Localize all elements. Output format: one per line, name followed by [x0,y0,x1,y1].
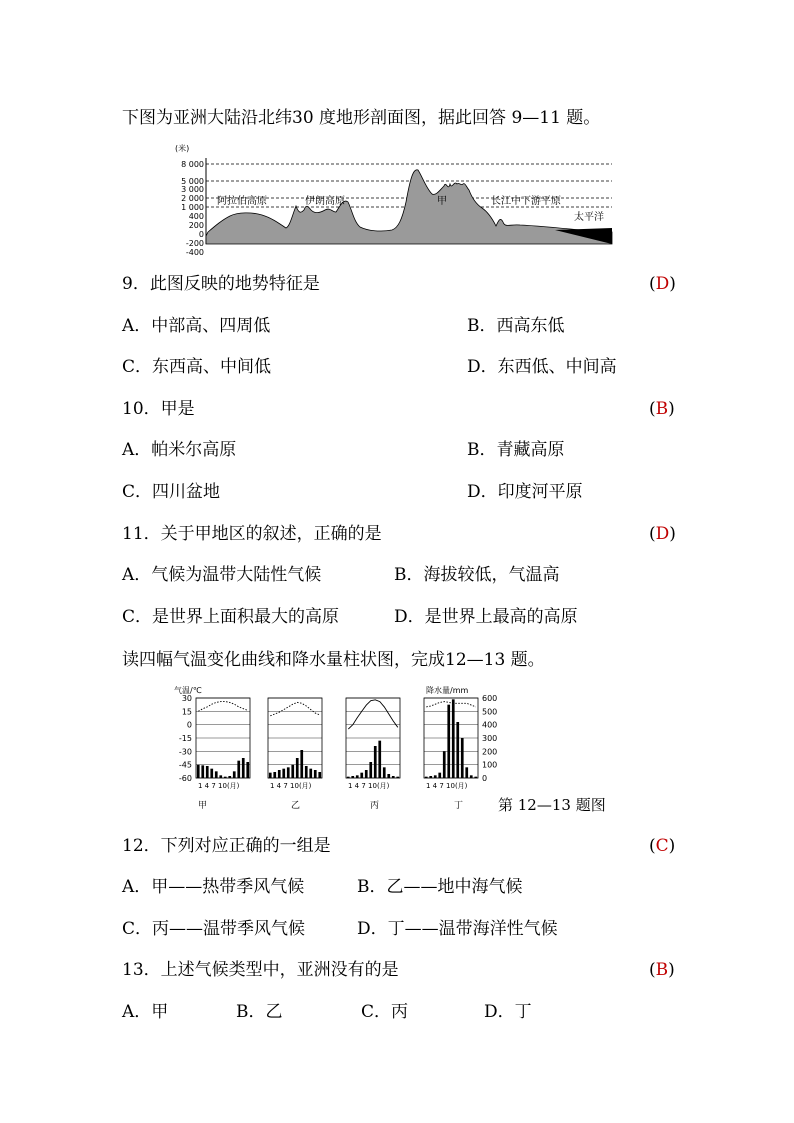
q13-option-b: B．乙 [236,1002,283,1022]
precip-bar [210,769,213,778]
precip-bar [438,773,441,778]
precip-bar [197,765,200,778]
q13-answer-letter: B [655,960,669,980]
precip-bar [300,750,303,778]
intro-profile: 下图为亚洲大陆沿北纬30 度地形剖面图，据此回答 9—11 题。 [122,108,601,128]
terrain-profile-figure [160,140,620,258]
climate-panel [268,698,322,790]
climate-panel [346,698,400,790]
q13-option-d: D．丁 [484,1002,532,1022]
precip-bar [296,758,299,778]
q10-answer-letter: B [655,399,669,419]
temperature-curve [426,702,476,707]
precip-bar [447,705,450,778]
label-pacific: 太平洋 [574,212,604,223]
q12-answer-letter: C [655,836,669,856]
label-yangtze-plain: 长江中下游平原 [491,196,561,207]
precip-bar [369,762,372,778]
q9-option-b: B．西高东低 [467,316,565,336]
q11-stem: 11．关于甲地区的叙述，正确的是 [122,524,382,544]
profile-tick: 0 [198,230,204,239]
q11-answer-letter: D [655,524,670,544]
q13-option-c: C．丙 [361,1002,409,1022]
profile-tick: 3 000 [181,185,204,194]
q11-answer: (D) [649,524,676,544]
q9-option-a: A．中部高、四周低 [122,316,271,336]
temp-axis-label: 气温/℃ [174,686,202,695]
climate-panel [424,698,478,790]
month-tick-labels: 1 4 7 10(月) [270,782,312,790]
q12-option-c: C．丙——温带季风气候 [122,919,306,939]
precip-bar [392,776,395,778]
precip-tick-label: 200 [482,747,498,757]
precip-bar [233,771,236,778]
precip-bar [237,761,240,778]
temp-tick-label: -60 [178,774,192,783]
q11-option-a: A．气候为温带大陆性气候 [122,565,322,585]
precip-tick-label: 600 [482,694,498,703]
q12-option-a: A．甲——热带季风气候 [122,877,305,897]
q11-option-b: B．海拔较低，气温高 [394,565,560,585]
q10-answer: (B) [649,399,675,419]
q12-answer: (C) [649,836,676,856]
precip-tick-label: 500 [482,707,498,717]
precip-bar [201,765,204,778]
precip-bar [206,766,209,778]
temp-tick-label: 15 [181,707,192,717]
temp-tick-label: -15 [178,734,192,743]
profile-tick: -400 [185,248,204,257]
precip-bar [269,773,272,778]
intro-climate: 读四幅气温变化曲线和降水量柱状图，完成12—13 题。 [122,650,545,670]
precip-bar [360,773,363,778]
temp-tick-label: 30 [181,694,192,703]
precip-bar [465,767,468,778]
q9-stem: 9．此图反映的地势特征是 [122,274,320,294]
q9-answer-letter: D [655,274,670,294]
precip-bar [356,775,359,778]
precip-bar [387,774,390,778]
precip-bar [474,777,477,778]
precip-bar [309,769,312,778]
q12-stem: 12．下列对应正确的一组是 [122,836,331,856]
q13-option-a: A．甲 [122,1002,169,1022]
precip-bar [228,776,231,778]
label-jia: 甲 [437,196,447,207]
precip-bar [443,751,446,778]
q9-answer: (D) [649,274,676,294]
q10-option-b: B．青藏高原 [467,440,565,460]
q10-option-d: D．印度河平原 [467,482,583,502]
precip-bar [287,767,290,778]
q10-stem: 10．甲是 [122,399,195,419]
precip-bar [461,738,464,778]
precip-bar [318,772,321,778]
precip-bar [396,777,399,778]
precip-bar [305,766,308,778]
precip-bar [291,765,294,778]
precip-bar [456,722,459,778]
profile-tick: 1 000 [181,203,204,212]
climate-panel [196,698,250,790]
temp-tick-label: 0 [186,720,192,730]
precip-bar [278,770,281,778]
profile-unit: (米) [175,144,190,153]
precip-bar [434,775,437,778]
precip-bar [224,777,227,778]
temp-tick-label: -30 [178,747,192,757]
precip-bar [215,771,218,778]
month-tick-labels: 1 4 7 10(月) [198,782,240,790]
q9-option-d: D．东西低、中间高 [467,357,617,377]
precip-tick-label: 100 [482,760,498,770]
precip-bar [347,777,350,778]
label-iranian-plateau: 伊朗高原 [305,196,345,207]
precip-bar [425,777,428,778]
profile-tick: 8 000 [181,160,204,169]
precip-bar [452,699,455,778]
precip-bar [314,770,317,778]
precip-bar [429,776,432,778]
q13-stem: 13．上述气候类型中，亚洲没有的是 [122,960,399,980]
q12-option-d: D．丁——温带海洋性气候 [357,919,558,939]
precip-bar [378,741,381,778]
q9-option-c: C．东西高、中间低 [122,357,272,377]
month-tick-labels: 1 4 7 10(月) [426,782,468,790]
precip-bar [242,758,245,778]
q12-option-b: B．乙——地中海气候 [357,877,523,897]
profile-tick: -200 [185,239,204,248]
panel-label-jia: 甲 [198,801,208,811]
precip-bar [351,776,354,778]
precip-bar [273,772,276,778]
panel-label-yi: 乙 [291,801,301,811]
precip-axis-label: 降水量/mm [426,686,469,695]
precip-bar [219,775,222,778]
figure-caption: 第 12—13 题图 [498,796,606,814]
q10-option-a: A．帕米尔高原 [122,440,237,460]
temperature-curve [270,702,320,715]
panel-label-bing: 丙 [370,801,380,811]
precip-bar [374,746,377,778]
climate-charts-figure [170,684,510,814]
temp-tick-label: -45 [178,760,192,770]
precip-tick-label: 300 [482,734,498,743]
precip-bar [470,775,473,778]
profile-tick: 5 000 [181,177,204,186]
panel-label-ding: 丁 [454,801,464,811]
precip-tick-label: 0 [482,774,488,783]
temperature-curve [198,702,248,712]
precip-bar [282,769,285,778]
month-tick-labels: 1 4 7 10(月) [348,782,390,790]
label-arabian-plateau: 阿拉伯高原 [217,196,267,207]
q11-option-d: D．是世界上最高的高原 [394,607,578,627]
precip-bar [365,770,368,778]
q13-answer: (B) [649,960,675,980]
profile-tick: 400 [188,212,204,221]
q10-option-c: C．四川盆地 [122,482,221,502]
profile-tick: 200 [188,221,204,230]
q11-option-c: C．是世界上面积最大的高原 [122,607,340,627]
profile-tick: 2 000 [181,194,204,203]
precip-tick-label: 400 [482,720,498,730]
precip-bar [383,767,386,778]
precip-bar [246,762,249,778]
